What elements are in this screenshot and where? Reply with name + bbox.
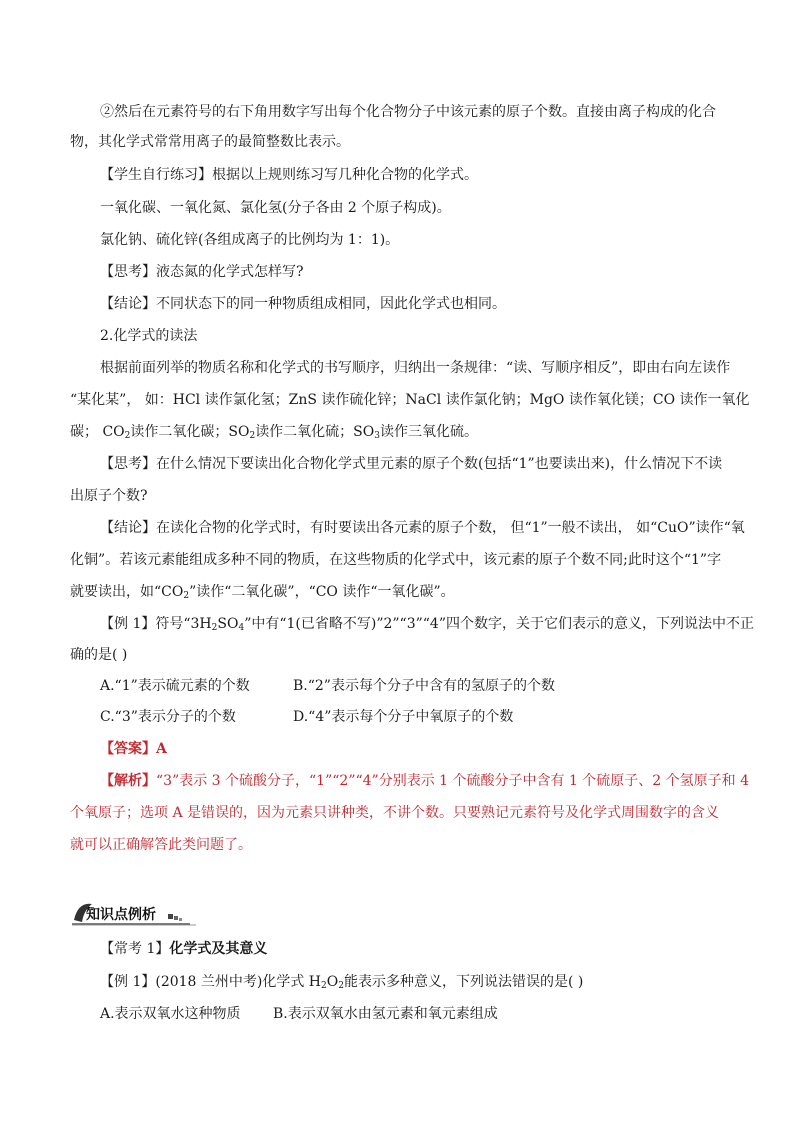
conclusion: 【结论】在读化合物的化学式时，有时要读出各元素的原子个数， 但“1”一般不读出， 如“CuO”读作“氧: [100, 520, 745, 536]
paragraph-line: 物，其化学式常常用离子的最简整数比表示。: [70, 134, 350, 150]
conclusion: 化铜”。若该元素能组成多种不同的物质，在这些物质的化学式中，该元素的原子个数不同;此时这个“1”字: [70, 552, 722, 568]
exercise-line: 氯化钠、硫化锌(各组成离子的比例均为 1：1)。: [100, 232, 400, 248]
option-c: C.“3”表示分子的个数: [100, 709, 236, 725]
paragraph-line: ②然后在元素符号的右下角用数字写出每个化合物分子中该元素的原子个数。直接由离子构成的化合: [100, 104, 716, 120]
think-question: 【思考】液态氮的化学式怎样写?: [100, 264, 304, 280]
exercise-line: 一氧化碳、一氧化氮、氯化氢(分子各由 2 个原子构成)。: [100, 200, 451, 216]
example-question: 【例 1】(2018 兰州中考)化学式 $H_2O_2$能表示多种意义，下列说法错误的是( ): [100, 974, 584, 991]
conclusion: 【结论】不同状态下的同一种物质组成相同，因此化学式也相同。: [100, 296, 506, 312]
paragraph-line: 碳； $CO_2$读作二氧化碳；$SO_2$读作二氧化硫；$SO_3$读作三氧化硫。: [70, 424, 478, 441]
analysis: 就可以正确解答此类问题了。: [70, 837, 252, 853]
analysis: 【解析】“3”表示 3 个硫酸分子，“1”“2”“4”分别表示 1 个硫酸分子中含有 1 个硫原子、2 个氢原子和 4: [100, 773, 750, 789]
option-b: B.表示双氧水由氢元素和氧元素组成: [273, 1006, 498, 1022]
option-d: D.“4”表示每个分子中氧原子的个数: [293, 709, 514, 725]
think-question: 【思考】在什么情况下要读出化合物化学式里元素的原子个数(包括“1”也要读出来)，什么情况下不读: [100, 456, 723, 472]
paragraph-line: 根据前面列举的物质名称和化学式的书写顺序，归纳出一条规律：“读、写顺序相反”，即由右向左读作: [100, 360, 731, 376]
practice-prompt: 【学生自行练习】根据以上规则练习写几种化合物的化学式。: [100, 167, 478, 183]
common-exam-heading: 【常考 1】化学式及其意义: [100, 941, 268, 957]
section-banner-title: 知识点例析: [86, 907, 156, 923]
example-question: 【例 1】符号“$3H_2SO_4$”中有“1(已省略不写)”2”“3”“4”四个数字，关于它们表示的意义，下列说法中不正: [100, 616, 754, 633]
option-a: A.表示双氧水这种物质: [100, 1006, 241, 1022]
conclusion: 就要读出，如“$CO_2$”读作“二氧化碳”，“CO 读作“一氧化碳”。: [70, 584, 455, 601]
paragraph-line: “某化某”， 如：HCl 读作氯化氢；ZnS 读作硫化锌；NaCl 读作氯化钠；MgO 读作氧化镁；CO 读作一氧化: [70, 392, 750, 408]
section-heading: 2.化学式的读法: [100, 328, 198, 344]
analysis: 个氧原子；选项 A 是错误的，因为元素只讲种类，不讲个数。只要熟记元素符号及化学式周围数字的含义: [70, 805, 720, 821]
option-a: A.“1”表示硫元素的个数: [100, 678, 250, 694]
think-question: 出原子个数?: [70, 488, 148, 504]
option-b: B.“2”表示每个分子中含有的氢原子的个数: [293, 678, 555, 694]
answer: 【答案】A: [100, 741, 167, 757]
example-question: 确的是( ): [70, 647, 128, 663]
